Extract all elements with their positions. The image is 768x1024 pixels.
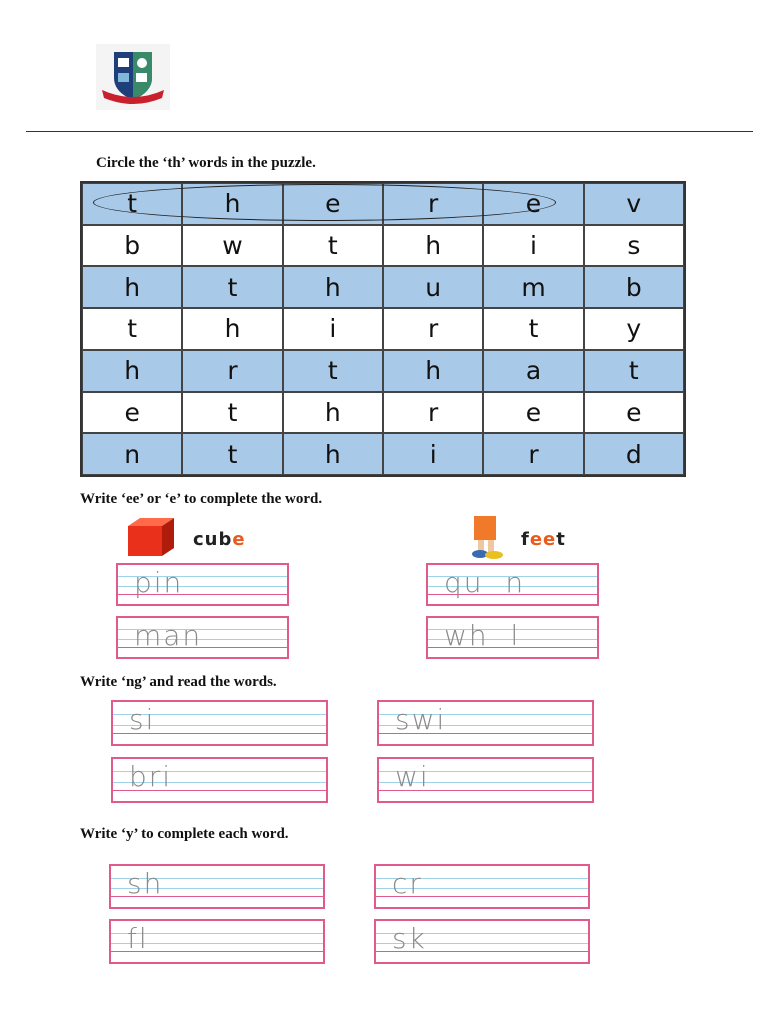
puzzle-cell[interactable]: h xyxy=(283,266,383,308)
word-fl: fl xyxy=(127,922,149,955)
puzzle-cell[interactable]: d xyxy=(584,433,684,475)
puzzle-cell[interactable]: t xyxy=(584,350,684,392)
puzzle-cell[interactable]: b xyxy=(584,266,684,308)
writing-box-sky[interactable] xyxy=(374,919,590,964)
writing-box-wheel[interactable] xyxy=(426,616,599,659)
word-puzzle-grid xyxy=(80,181,686,477)
puzzle-cell[interactable]: r xyxy=(483,433,583,475)
writing-box-queen[interactable] xyxy=(426,563,599,606)
puzzle-cell[interactable]: e xyxy=(82,392,182,434)
puzzle-cell[interactable]: i xyxy=(383,433,483,475)
header-divider xyxy=(26,131,753,132)
puzzle-cell[interactable]: w xyxy=(182,225,282,267)
puzzle-instruction: Circle the ‘th’ words in the puzzle. xyxy=(96,155,316,171)
word-swi: swi xyxy=(395,703,447,736)
school-logo xyxy=(96,44,170,110)
puzzle-cell[interactable]: h xyxy=(82,266,182,308)
puzzle-cell[interactable]: t xyxy=(283,225,383,267)
puzzle-cell[interactable]: t xyxy=(82,183,182,225)
writing-box-pin[interactable] xyxy=(116,563,289,606)
puzzle-cell[interactable]: t xyxy=(182,433,282,475)
feet-picture xyxy=(470,516,506,562)
writing-box-swing[interactable] xyxy=(377,700,594,746)
puzzle-cell[interactable]: r xyxy=(383,392,483,434)
word-bri: bri xyxy=(129,760,173,793)
ee-instruction: Write ‘ee’ or ‘e’ to complete the word. xyxy=(80,491,323,507)
ng-instruction: Write ‘ng’ and read the words. xyxy=(80,674,277,690)
puzzle-cell[interactable]: t xyxy=(483,308,583,350)
puzzle-cell[interactable]: h xyxy=(182,308,282,350)
puzzle-cell[interactable]: m xyxy=(483,266,583,308)
puzzle-cell[interactable]: h xyxy=(283,392,383,434)
puzzle-cell[interactable]: h xyxy=(383,225,483,267)
puzzle-cell[interactable]: v xyxy=(584,183,684,225)
y-instruction: Write ‘y’ to complete each word. xyxy=(80,826,289,842)
word-si: si xyxy=(129,703,156,736)
puzzle-cell[interactable]: r xyxy=(383,308,483,350)
puzzle-cell[interactable]: y xyxy=(584,308,684,350)
word-wheel: wh l xyxy=(444,619,521,652)
puzzle-cell[interactable]: s xyxy=(584,225,684,267)
puzzle-cell[interactable]: t xyxy=(182,392,282,434)
writing-box-shy[interactable] xyxy=(109,864,325,909)
word-pin: pin xyxy=(134,566,184,599)
puzzle-cell[interactable]: h xyxy=(182,183,282,225)
puzzle-cell[interactable]: a xyxy=(483,350,583,392)
puzzle-cell[interactable]: e xyxy=(584,392,684,434)
puzzle-cell[interactable]: b xyxy=(82,225,182,267)
example-word-feet: feet xyxy=(521,529,566,550)
puzzle-cell[interactable]: n xyxy=(82,433,182,475)
writing-box-fly[interactable] xyxy=(109,919,325,964)
puzzle-cell[interactable]: i xyxy=(283,308,383,350)
puzzle-cell[interactable]: t xyxy=(82,308,182,350)
puzzle-cell[interactable]: h xyxy=(283,433,383,475)
cube-picture xyxy=(126,516,176,556)
puzzle-cell[interactable]: e xyxy=(283,183,383,225)
puzzle-cell[interactable]: e xyxy=(483,392,583,434)
word-sh: sh xyxy=(127,867,164,900)
puzzle-cell[interactable]: i xyxy=(483,225,583,267)
puzzle-cell[interactable]: u xyxy=(383,266,483,308)
puzzle-cell[interactable]: h xyxy=(82,350,182,392)
puzzle-cell[interactable]: r xyxy=(383,183,483,225)
writing-box-cry[interactable] xyxy=(374,864,590,909)
word-wi: wi xyxy=(395,760,430,793)
writing-box-man[interactable] xyxy=(116,616,289,659)
puzzle-cell[interactable]: h xyxy=(383,350,483,392)
writing-box-sing[interactable] xyxy=(111,700,328,746)
puzzle-cell[interactable]: e xyxy=(483,183,583,225)
puzzle-cell[interactable]: t xyxy=(182,266,282,308)
word-cr: cr xyxy=(392,867,423,900)
word-queen: qu n xyxy=(444,566,526,599)
puzzle-cell[interactable]: t xyxy=(283,350,383,392)
word-sk: sk xyxy=(392,922,427,955)
writing-box-bring[interactable] xyxy=(111,757,328,803)
example-word-cube: cube xyxy=(193,529,246,550)
word-man: man xyxy=(134,619,203,652)
writing-box-wing[interactable] xyxy=(377,757,594,803)
puzzle-cell[interactable]: r xyxy=(182,350,282,392)
